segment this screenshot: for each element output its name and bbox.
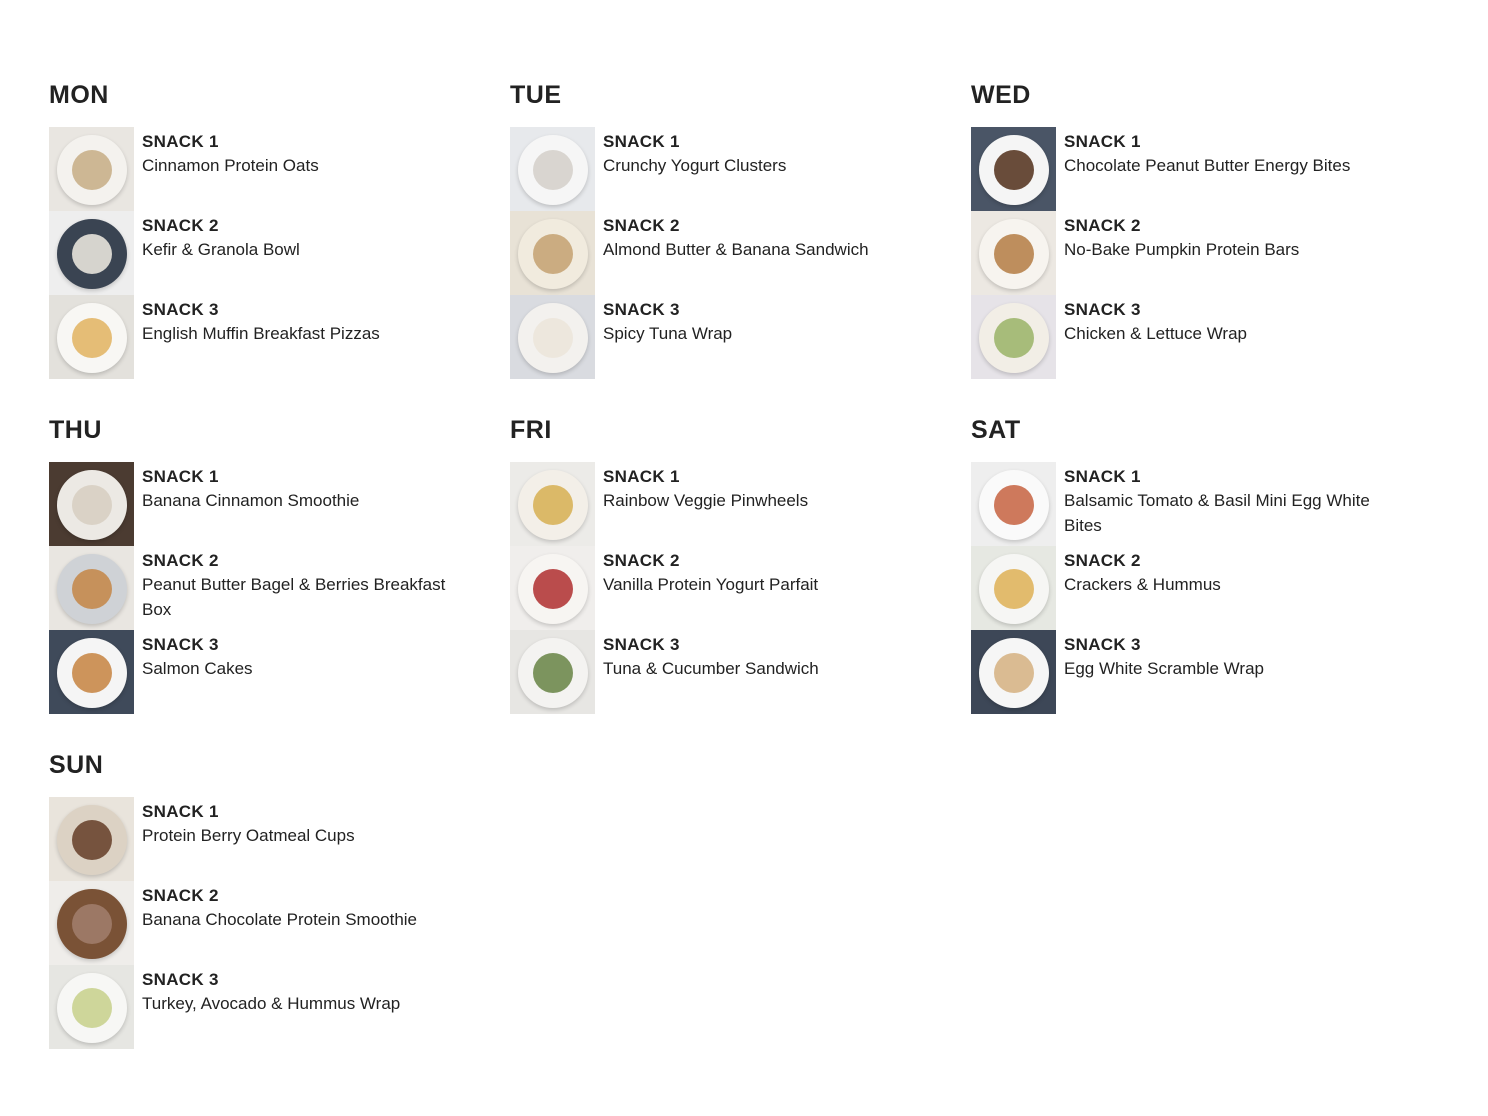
recipe-name[interactable]: Banana Chocolate Protein Smoothie: [142, 910, 418, 929]
snack-label: SNACK 2: [603, 551, 680, 570]
food-photo: [49, 295, 134, 379]
day-title: SUN: [49, 751, 104, 779]
snack-item[interactable]: [971, 211, 1432, 295]
day-title: THU: [49, 416, 102, 444]
snack-item[interactable]: [49, 881, 510, 965]
snack-label: SNACK 1: [603, 132, 680, 151]
recipe-name[interactable]: Cinnamon Protein Oats: [142, 156, 319, 175]
snack-label: SNACK 2: [1064, 216, 1141, 235]
recipe-name[interactable]: English Muffin Breakfast Pizzas: [142, 324, 380, 343]
recipe-name[interactable]: Salmon Cakes: [142, 659, 253, 678]
snack-item[interactable]: [510, 630, 971, 714]
food-shape: [72, 988, 112, 1028]
recipe-name[interactable]: Chocolate Peanut Butter Energy Bites: [1064, 156, 1351, 175]
snack-item[interactable]: [49, 462, 510, 546]
day-title: SAT: [971, 416, 1021, 444]
recipe-name[interactable]: Balsamic Tomato & Basil Mini Egg White Bites: [1064, 491, 1370, 535]
recipe-name[interactable]: Spicy Tuna Wrap: [603, 324, 733, 343]
food-photo: [971, 127, 1056, 211]
food-shape: [994, 150, 1034, 190]
snack-item[interactable]: [49, 295, 510, 379]
recipe-name[interactable]: No-Bake Pumpkin Protein Bars: [1064, 240, 1300, 259]
snack-item[interactable]: [510, 546, 971, 630]
food-shape: [72, 820, 112, 860]
day-title: FRI: [510, 416, 552, 444]
recipe-name[interactable]: Vanilla Protein Yogurt Parfait: [603, 575, 819, 594]
snack-label: SNACK 1: [142, 802, 219, 821]
food-shape: [994, 318, 1034, 358]
food-photo: [971, 546, 1056, 630]
recipe-name[interactable]: Almond Butter & Banana Sandwich: [603, 240, 869, 259]
food-photo: [49, 630, 134, 714]
recipe-name[interactable]: Crackers & Hummus: [1064, 575, 1221, 594]
day-mon: [49, 80, 510, 415]
recipe-name[interactable]: Egg White Scramble Wrap: [1064, 659, 1264, 678]
day-thu: [49, 415, 510, 750]
day-sun: [49, 750, 510, 1085]
food-photo: [971, 630, 1056, 714]
snack-label: SNACK 3: [142, 300, 219, 319]
day-title: MON: [49, 81, 109, 109]
recipe-name[interactable]: Rainbow Veggie Pinwheels: [603, 491, 809, 510]
snack-item[interactable]: [49, 546, 510, 630]
food-shape: [533, 318, 573, 358]
recipe-name[interactable]: Protein Berry Oatmeal Cups: [142, 826, 355, 845]
day-title: WED: [971, 81, 1031, 109]
snack-item[interactable]: [971, 295, 1432, 379]
snack-item[interactable]: [49, 797, 510, 881]
snack-label: SNACK 2: [142, 551, 219, 570]
food-shape: [72, 485, 112, 525]
meal-plan-grid: [49, 80, 1432, 1085]
day-wed: [971, 80, 1432, 415]
snack-label: SNACK 3: [142, 635, 219, 654]
food-shape: [533, 234, 573, 274]
food-shape: [72, 904, 112, 944]
snack-label: SNACK 2: [142, 216, 219, 235]
snack-item[interactable]: [510, 127, 971, 211]
recipe-name[interactable]: Tuna & Cucumber Sandwich: [603, 659, 819, 678]
food-photo: [510, 546, 595, 630]
snack-item[interactable]: [971, 546, 1432, 630]
food-photo: [510, 462, 595, 546]
snack-label: SNACK 1: [1064, 132, 1141, 151]
snack-item[interactable]: [510, 211, 971, 295]
food-photo: [971, 462, 1056, 546]
recipe-name[interactable]: Banana Cinnamon Smoothie: [142, 491, 360, 510]
food-photo: [971, 295, 1056, 379]
snack-item[interactable]: [971, 127, 1432, 211]
food-photo: [510, 211, 595, 295]
snack-label: SNACK 2: [603, 216, 680, 235]
day-sat: [971, 415, 1432, 750]
snack-label: SNACK 1: [603, 467, 680, 486]
food-shape: [72, 653, 112, 693]
food-photo: [971, 211, 1056, 295]
snack-label: SNACK 3: [1064, 300, 1141, 319]
snack-label: SNACK 3: [1064, 635, 1141, 654]
food-shape: [72, 318, 112, 358]
food-photo: [49, 965, 134, 1049]
snack-item[interactable]: [510, 295, 971, 379]
recipe-name[interactable]: Chicken & Lettuce Wrap: [1064, 324, 1247, 343]
snack-item[interactable]: [49, 630, 510, 714]
food-shape: [533, 485, 573, 525]
food-photo: [49, 211, 134, 295]
food-photo: [510, 127, 595, 211]
food-shape: [994, 569, 1034, 609]
food-shape: [533, 150, 573, 190]
snack-label: SNACK 3: [603, 635, 680, 654]
snack-label: SNACK 1: [142, 132, 219, 151]
food-photo: [510, 295, 595, 379]
recipe-name[interactable]: Peanut Butter Bagel & Berries Breakfast Box: [142, 575, 446, 619]
food-shape: [994, 234, 1034, 274]
food-shape: [72, 234, 112, 274]
food-photo: [49, 881, 134, 965]
recipe-name[interactable]: Turkey, Avocado & Hummus Wrap: [142, 994, 401, 1013]
snack-label: SNACK 3: [603, 300, 680, 319]
recipe-name[interactable]: Kefir & Granola Bowl: [142, 240, 300, 259]
food-shape: [994, 485, 1034, 525]
food-shape: [72, 569, 112, 609]
day-title: TUE: [510, 81, 562, 109]
snack-label: SNACK 3: [142, 970, 219, 989]
snack-item[interactable]: [971, 462, 1432, 546]
food-shape: [533, 569, 573, 609]
snack-label: SNACK 2: [142, 886, 219, 905]
food-photo: [49, 127, 134, 211]
food-photo: [49, 797, 134, 881]
recipe-name[interactable]: Crunchy Yogurt Clusters: [603, 156, 787, 175]
snack-label: SNACK 1: [142, 467, 219, 486]
snack-label: SNACK 1: [1064, 467, 1141, 486]
food-photo: [49, 462, 134, 546]
day-fri: [510, 415, 971, 750]
day-tue: [510, 80, 971, 415]
snack-item[interactable]: [49, 211, 510, 295]
food-shape: [994, 653, 1034, 693]
food-photo: [510, 630, 595, 714]
snack-item[interactable]: [510, 462, 971, 546]
food-photo: [49, 546, 134, 630]
snack-item[interactable]: [49, 965, 510, 1049]
snack-item[interactable]: [49, 127, 510, 211]
snack-label: SNACK 2: [1064, 551, 1141, 570]
food-shape: [533, 653, 573, 693]
snack-item[interactable]: [971, 630, 1432, 714]
food-shape: [72, 150, 112, 190]
